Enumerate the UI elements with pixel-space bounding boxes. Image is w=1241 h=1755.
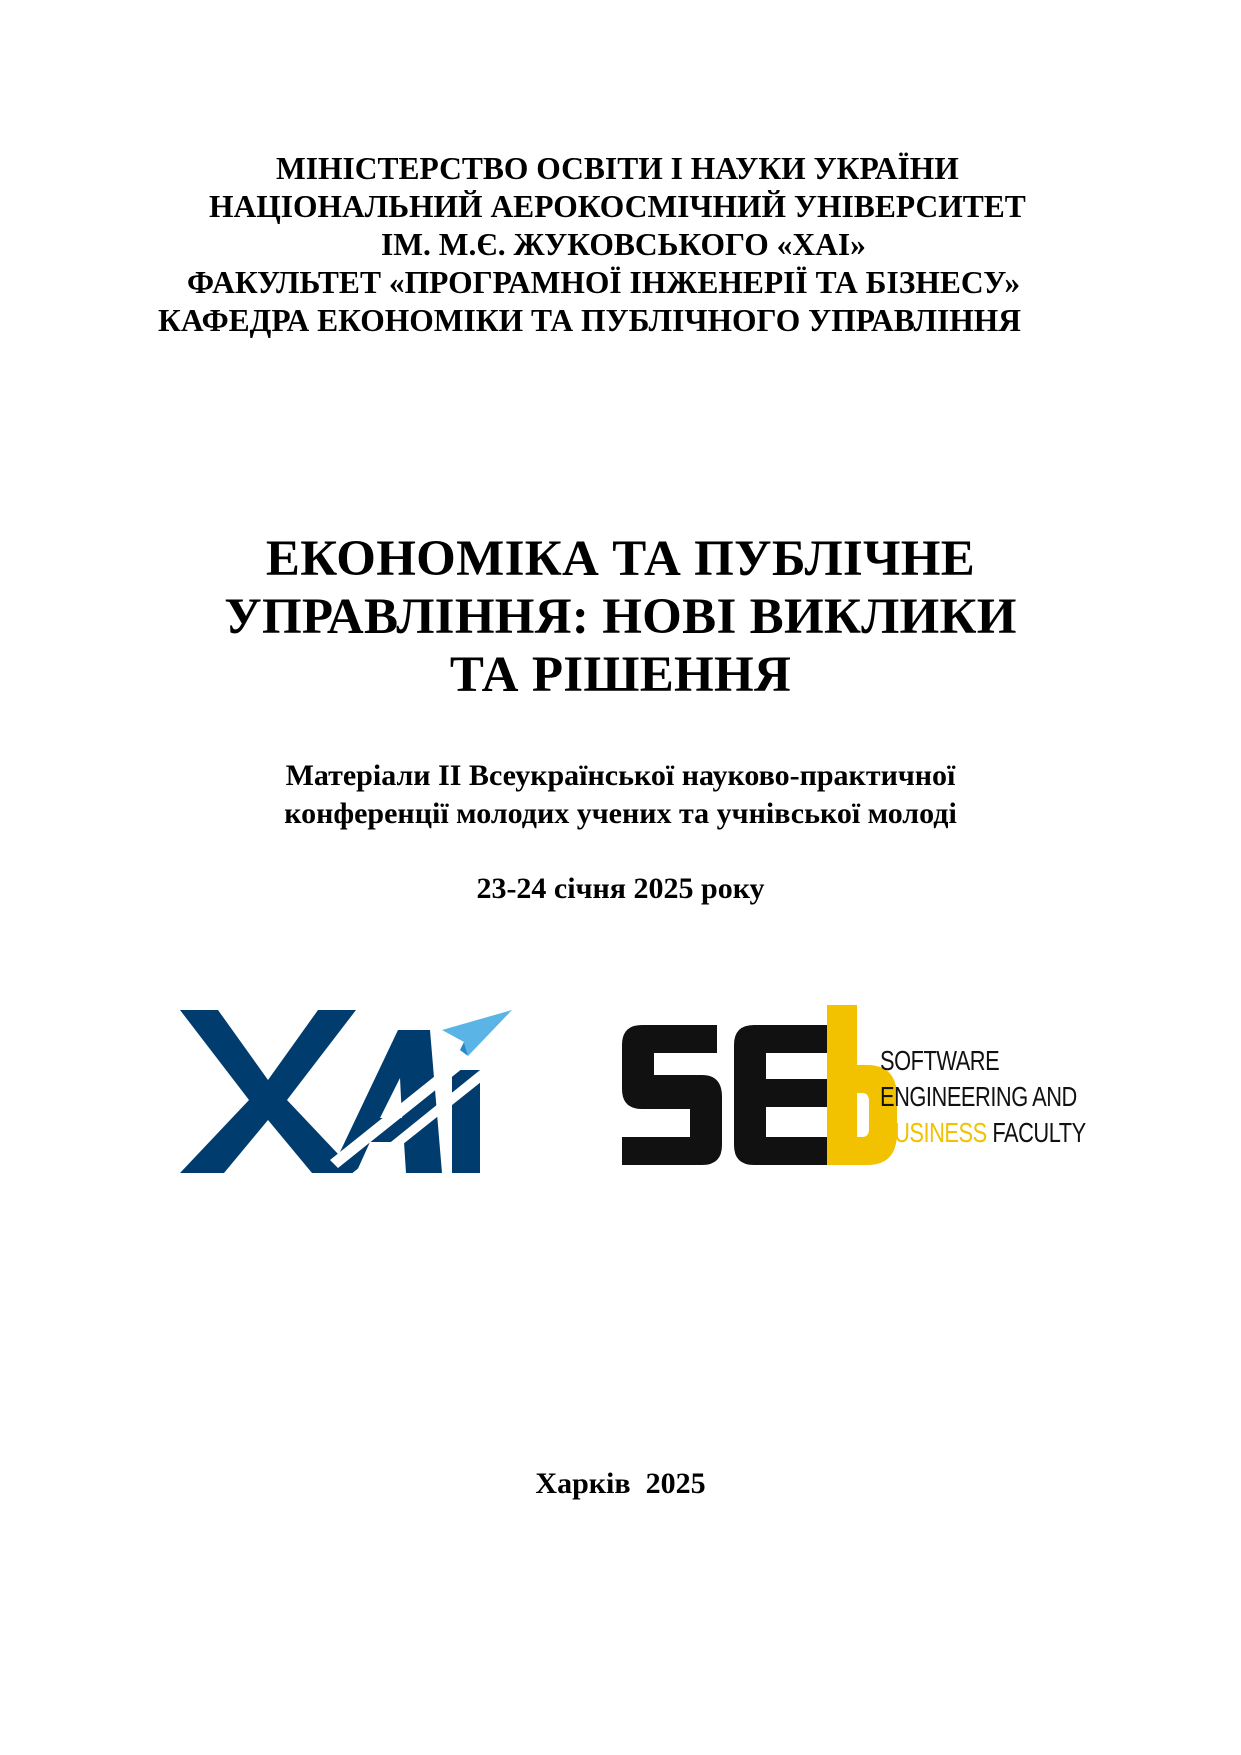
header-line-ministry: МІНІСТЕРСТВО ОСВІТИ І НАУКИ УКРАЇНИ — [276, 151, 959, 186]
header-line-department: КАФЕДРА ЕКОНОМІКИ ТА ПУБЛІЧНОГО УПРАВЛІННЯ — [158, 303, 1022, 338]
header-line-university: НАЦІОНАЛЬНИЙ АЕРОКОСМІЧНИЙ УНІВЕРСИТЕТ — [209, 189, 1026, 224]
document-title — [0, 530, 1241, 704]
title-line: ЕКОНОМІКА ТА ПУБЛІЧНЕ — [265, 531, 976, 587]
header-line-faculty: ФАКУЛЬТЕТ «ПРОГРАМНОЇ ІНЖЕНЕРІЇ ТА БІЗНЕСУ» — [187, 265, 1021, 300]
title-line: ТА РІШЕННЯ — [449, 647, 792, 703]
city-year: Харків 2025 — [535, 1467, 706, 1500]
seb-line-engineering: ENGINEERING AND — [880, 1081, 1077, 1112]
conference-subtitle — [0, 757, 1241, 833]
seb-word-faculty: FACULTY — [992, 1117, 1086, 1148]
seb-line-business-faculty — [880, 1115, 1086, 1151]
subtitle-line: конференції молодих учених та учнівської молоді — [284, 797, 957, 830]
conference-date: 23-24 січня 2025 року — [476, 872, 765, 905]
seb-word-business: BUSINESS — [880, 1117, 987, 1148]
khai-logo — [180, 1010, 512, 1173]
seb-logo-text — [880, 1043, 1086, 1151]
subtitle-line: Матеріали ІІ Всеукраїнської науково-практичної — [285, 759, 956, 792]
title-line: УПРАВЛІННЯ: НОВІ ВИКЛИКИ — [224, 589, 1017, 645]
seb-line-software: SOFTWARE — [880, 1045, 1000, 1076]
header-line-named-after: ІМ. М.Є. ЖУКОВСЬКОГО «ХАІ» — [381, 227, 866, 262]
